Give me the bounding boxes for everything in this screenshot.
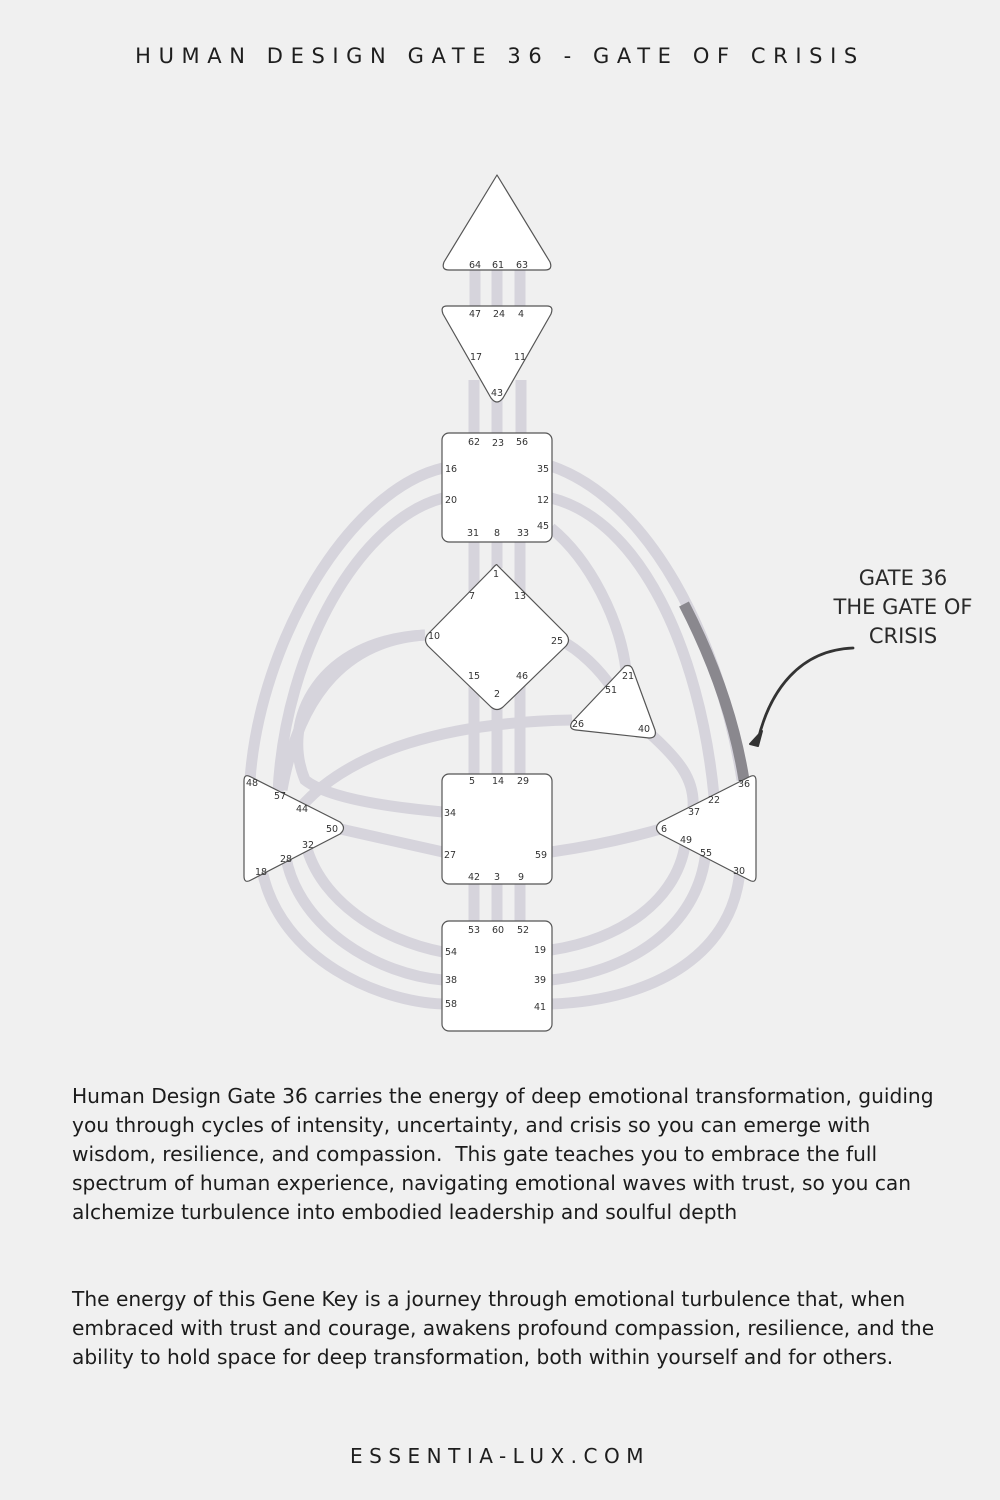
- gate-20: 20: [445, 495, 458, 506]
- gate-38: 38: [445, 975, 458, 986]
- gate-62: 62: [468, 437, 481, 448]
- gate-42: 42: [468, 872, 481, 883]
- gate-24: 24: [493, 309, 506, 320]
- gate-55: 55: [700, 848, 713, 859]
- callout-line-2: THE GATE OF: [833, 595, 973, 619]
- gate-35: 35: [537, 464, 550, 475]
- channel-25-51: [560, 640, 612, 688]
- gate-28: 28: [280, 854, 293, 865]
- gate-14: 14: [492, 776, 505, 787]
- gate-34: 34: [444, 808, 457, 819]
- gate-41: 41: [534, 1002, 547, 1013]
- page-title: HUMAN DESIGN GATE 36 - GATE OF CRISIS: [135, 44, 865, 68]
- gate-46: 46: [516, 671, 529, 682]
- gate-50: 50: [326, 824, 339, 835]
- gate-59: 59: [535, 850, 548, 861]
- gate-43: 43: [491, 388, 504, 399]
- channel-32-54: [306, 845, 443, 952]
- gate-25: 25: [551, 636, 564, 647]
- sacral-center: [442, 774, 552, 884]
- channel-18-58: [262, 870, 443, 1004]
- throat-center: [442, 433, 552, 542]
- gate-23: 23: [492, 438, 505, 449]
- gate-5: 5: [469, 776, 476, 787]
- gate-53: 53: [468, 925, 481, 936]
- gate-2: 2: [494, 689, 501, 700]
- channel-41-30: [551, 868, 740, 1004]
- head-center: [443, 175, 551, 270]
- callout-line-3: CRISIS: [868, 624, 938, 648]
- gate-3: 3: [494, 872, 501, 883]
- gate-47: 47: [469, 309, 482, 320]
- callout-line-1: GATE 36: [858, 566, 948, 590]
- gate-26: 26: [572, 719, 585, 730]
- gate-64: 64: [469, 260, 482, 271]
- gate-11: 11: [514, 352, 527, 363]
- gate-52: 52: [517, 925, 530, 936]
- gate-19: 19: [534, 945, 547, 956]
- gate-18: 18: [255, 867, 268, 878]
- gate-10: 10: [428, 631, 441, 642]
- gate-21: 21: [622, 671, 635, 682]
- gate-49: 49: [680, 835, 693, 846]
- gate-61: 61: [492, 260, 505, 271]
- gate-45: 45: [537, 521, 550, 532]
- description-paragraph-2: The energy of this Gene Key is a journey through emotional turbulence that, when embraced with trust and courage, awakens profound compassion, resilience, and the ability to hold space for deep transformation, both within yourself and for others.: [72, 1287, 941, 1369]
- gate-32: 32: [302, 840, 315, 851]
- g-center: [426, 565, 569, 710]
- gate-22: 22: [708, 795, 721, 806]
- gate-40: 40: [638, 724, 651, 735]
- gate-1: 1: [493, 569, 500, 580]
- gate-37: 37: [688, 807, 701, 818]
- gate-51: 51: [605, 685, 618, 696]
- channel-59-6: [551, 828, 664, 852]
- channel-40-37: [646, 730, 693, 808]
- gate-15: 15: [468, 671, 481, 682]
- description-paragraph-1: Human Design Gate 36 carries the energy of deep emotional transformation, guiding you through cycles of intensity, uncertainty, and crisis so you can emerge with wisdom, resilience, and compassion. This gate teaches you to embrace the full spectrum of human experience, navigating emotional waves with trust, so you can alchemize turbulence into embodied leadership and soulful depth: [72, 1084, 940, 1224]
- gate-57: 57: [274, 791, 287, 802]
- gate-48: 48: [246, 778, 259, 789]
- gate-17: 17: [470, 352, 483, 363]
- gate-13: 13: [514, 591, 527, 602]
- gate-4: 4: [518, 309, 525, 320]
- callout-arrow: [750, 648, 853, 746]
- gate-36: 36: [738, 779, 751, 790]
- gate-6: 6: [661, 824, 668, 835]
- arrow-head-icon: [750, 731, 762, 746]
- channel-50-27: [336, 828, 443, 852]
- gate-7: 7: [469, 591, 476, 602]
- gate-33: 33: [517, 528, 530, 539]
- gate-44: 44: [296, 804, 309, 815]
- gate-12: 12: [537, 495, 550, 506]
- gate-63: 63: [516, 260, 529, 271]
- gate-60: 60: [492, 925, 505, 936]
- gate-58: 58: [445, 999, 458, 1010]
- gate-56: 56: [516, 437, 529, 448]
- gate-30: 30: [733, 866, 746, 877]
- gate-8: 8: [494, 528, 501, 539]
- gate-39: 39: [534, 975, 547, 986]
- gate-16: 16: [445, 464, 458, 475]
- gate-9: 9: [518, 872, 525, 883]
- gate-callout-label: [812, 564, 994, 651]
- gate-27: 27: [444, 850, 457, 861]
- gate-31: 31: [467, 528, 480, 539]
- gate-29: 29: [517, 776, 530, 787]
- footer-website: ESSENTIA-LUX.COM: [349, 1444, 650, 1468]
- gate-54: 54: [445, 947, 458, 958]
